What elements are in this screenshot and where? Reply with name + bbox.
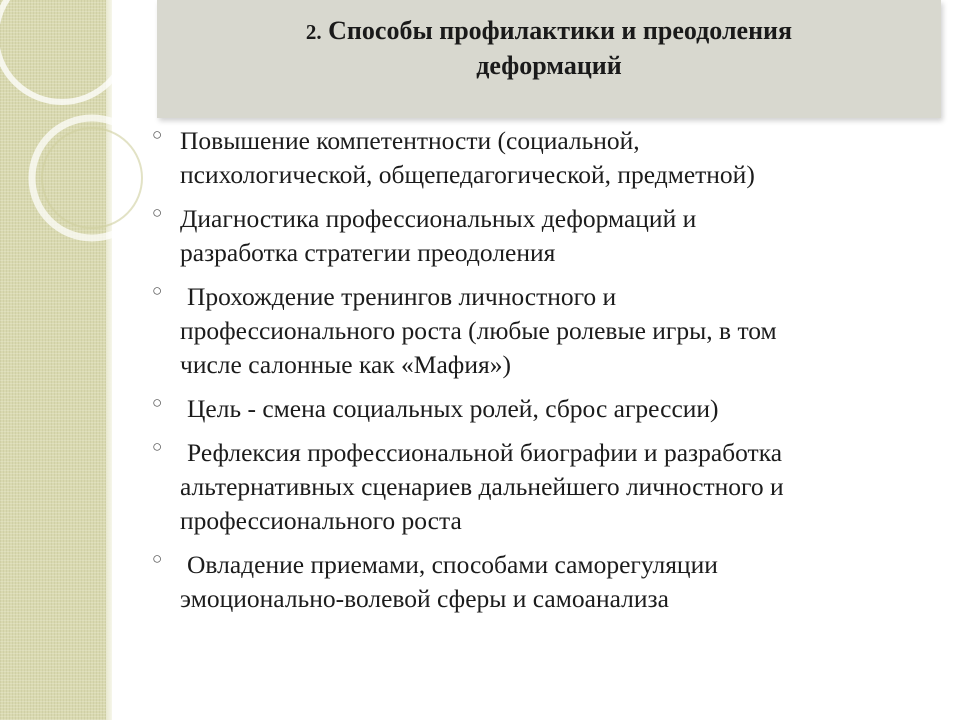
bullet-icon: ○ [152, 393, 163, 412]
item-line: профессионального роста (любые ролевые игры, в том [180, 316, 777, 345]
list-item [152, 436, 952, 538]
item-line: Цель - смена социальных ролей, сброс агрессии) [187, 394, 719, 423]
item-line: разработка стратегии преодоления [180, 238, 556, 267]
item-line: альтернативных сценариев дальнейшего личностного и [180, 472, 784, 501]
item-line: эмоционально-волевой сферы и самоанализа [180, 584, 669, 613]
decorative-ring-small [32, 118, 152, 238]
list-item [152, 548, 952, 616]
item-line: Овладение приемами, способами саморегуляции [187, 550, 718, 579]
bullet-icon: ○ [152, 203, 163, 222]
bullet-icon: ○ [152, 125, 163, 144]
bullet-icon: ○ [152, 281, 163, 300]
title-text: Способы профилактики и преодоления [328, 16, 793, 45]
item-line: Диагностика профессиональных деформаций и [180, 204, 697, 233]
list-item [152, 124, 952, 192]
item-line: Прохождение тренингов личностного и [187, 282, 617, 311]
title-number: 2. [305, 20, 322, 44]
list-item [152, 202, 952, 270]
list-item [152, 392, 952, 426]
slide-title [157, 14, 941, 83]
title-line-1 [306, 16, 792, 45]
bullet-icon: ○ [152, 549, 163, 568]
bullet-icon: ○ [152, 437, 163, 456]
item-line: числе салонные как «Мафия») [180, 350, 511, 379]
decorative-ring-large [0, 0, 128, 102]
title-box [157, 0, 941, 118]
bullet-list [152, 124, 952, 626]
list-item [152, 280, 952, 382]
item-line: Рефлексия профессиональной биографии и разработка [187, 438, 783, 467]
item-line: профессионального роста [180, 506, 462, 535]
item-line: Повышение компетентности (социальной, [180, 126, 640, 155]
item-line: психологической, общепедагогической, предметной) [180, 160, 755, 189]
decorative-ring-inner [42, 128, 142, 228]
title-line-2: деформаций [476, 51, 622, 80]
